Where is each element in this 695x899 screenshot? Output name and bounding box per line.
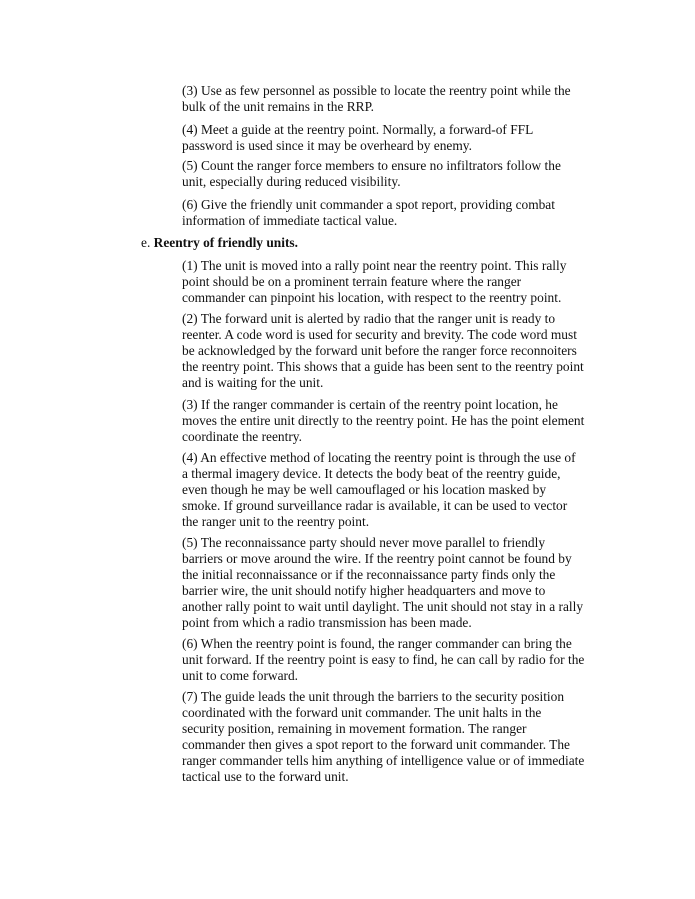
paragraph-line: a thermal imagery device. It detects the body beat of the reentry guide,: [182, 466, 561, 481]
paragraph-line: security position, remaining in movement formation. The ranger: [182, 721, 527, 736]
paragraph-line: commander then gives a spot report to the forward unit commander. The: [182, 737, 570, 752]
paragraph-pre-6: [182, 197, 555, 229]
paragraph-line: point should be on a prominent terrain feature where the ranger: [182, 274, 522, 289]
paragraph-line: another rally point to wait until daylight. The unit should not stay in a rally: [182, 599, 584, 614]
paragraph-pre-3: [182, 83, 571, 115]
paragraph-2: [182, 311, 584, 391]
paragraph-line: be acknowledged by the forward unit before the ranger force reconnoiters: [182, 343, 577, 358]
section-title: Reentry of friendly units.: [153, 235, 298, 250]
paragraph-line: tactical use to the forward unit.: [182, 769, 349, 784]
paragraph-1: [182, 258, 566, 306]
paragraph-line: (2) The forward unit is alerted by radio that the ranger unit is ready to: [182, 311, 556, 326]
paragraph-line: barrier wire, the unit should notify higher headquarters and move to: [182, 583, 546, 598]
paragraph-line: (4) Meet a guide at the reentry point. Normally, a forward-of FFL: [182, 122, 534, 137]
paragraph-pre-4: [182, 122, 533, 154]
paragraph-line: (3) If the ranger commander is certain of the reentry point location, he: [182, 397, 558, 412]
paragraph-line: bulk of the unit remains in the RRP.: [182, 99, 374, 114]
paragraph-5: [182, 535, 583, 631]
paragraph-line: coordinated with the forward unit commander. The unit halts in the: [182, 705, 542, 720]
paragraph-line: and is waiting for the unit.: [182, 375, 324, 390]
paragraph-line: password is used since it may be overheard by enemy.: [182, 138, 472, 153]
paragraph-line: the reentry point. This shows that a guide has been sent to the reentry point: [182, 359, 584, 374]
paragraph-line: the ranger unit to the reentry point.: [182, 514, 370, 529]
paragraph-4: [182, 450, 576, 530]
paragraph-line: (5) Count the ranger force members to ensure no infiltrators follow the: [182, 158, 561, 173]
paragraph-line: commander can pinpoint his location, with respect to the reentry point.: [182, 290, 562, 305]
paragraph-line: coordinate the reentry.: [182, 429, 302, 444]
paragraph-line: (1) The unit is moved into a rally point near the reentry point. This rally: [182, 258, 567, 273]
paragraph-line: (6) Give the friendly unit commander a spot report, providing combat: [182, 197, 555, 212]
paragraph-line: ranger commander tells him anything of intelligence value or of immediate: [182, 753, 585, 768]
paragraph-line: (5) The reconnaissance party should never move parallel to friendly: [182, 535, 546, 550]
paragraph-line: (7) The guide leads the unit through the barriers to the security position: [182, 689, 565, 704]
paragraph-line: (6) When the reentry point is found, the ranger commander can bring the: [182, 636, 572, 651]
paragraph-line: the initial reconnaissance or if the reconnaissance party finds only the: [182, 567, 556, 582]
paragraph-line: barriers or move around the wire. If the reentry point cannot be found by: [182, 551, 572, 566]
paragraph-line: unit forward. If the reentry point is easy to find, he can call by radio for the: [182, 652, 585, 667]
paragraph-7: [182, 689, 584, 785]
paragraph-line: point from which a radio transmission has been made.: [182, 615, 472, 630]
paragraph-6: [182, 636, 584, 684]
section-letter: e.: [141, 235, 151, 250]
paragraph-line: moves the entire unit directly to the reentry point. He has the point element: [182, 413, 585, 428]
paragraph-3: [182, 397, 584, 445]
paragraph-line: reenter. A code word is used for security and brevity. The code word must: [182, 327, 577, 342]
paragraph-line: (3) Use as few personnel as possible to locate the reentry point while the: [182, 83, 571, 98]
paragraph-pre-5: [182, 158, 561, 190]
paragraph-line: (4) An effective method of locating the reentry point is through the use of: [182, 450, 576, 465]
paragraph-line: information of immediate tactical value.: [182, 213, 398, 228]
paragraph-line: even though he may be well camouflaged or his location masked by: [182, 482, 547, 497]
paragraph-line: unit, especially during reduced visibility.: [182, 174, 401, 189]
section-heading: [141, 235, 298, 251]
paragraph-line: smoke. If ground surveillance radar is available, it can be used to vector: [182, 498, 568, 513]
paragraph-line: unit to come forward.: [182, 668, 299, 683]
